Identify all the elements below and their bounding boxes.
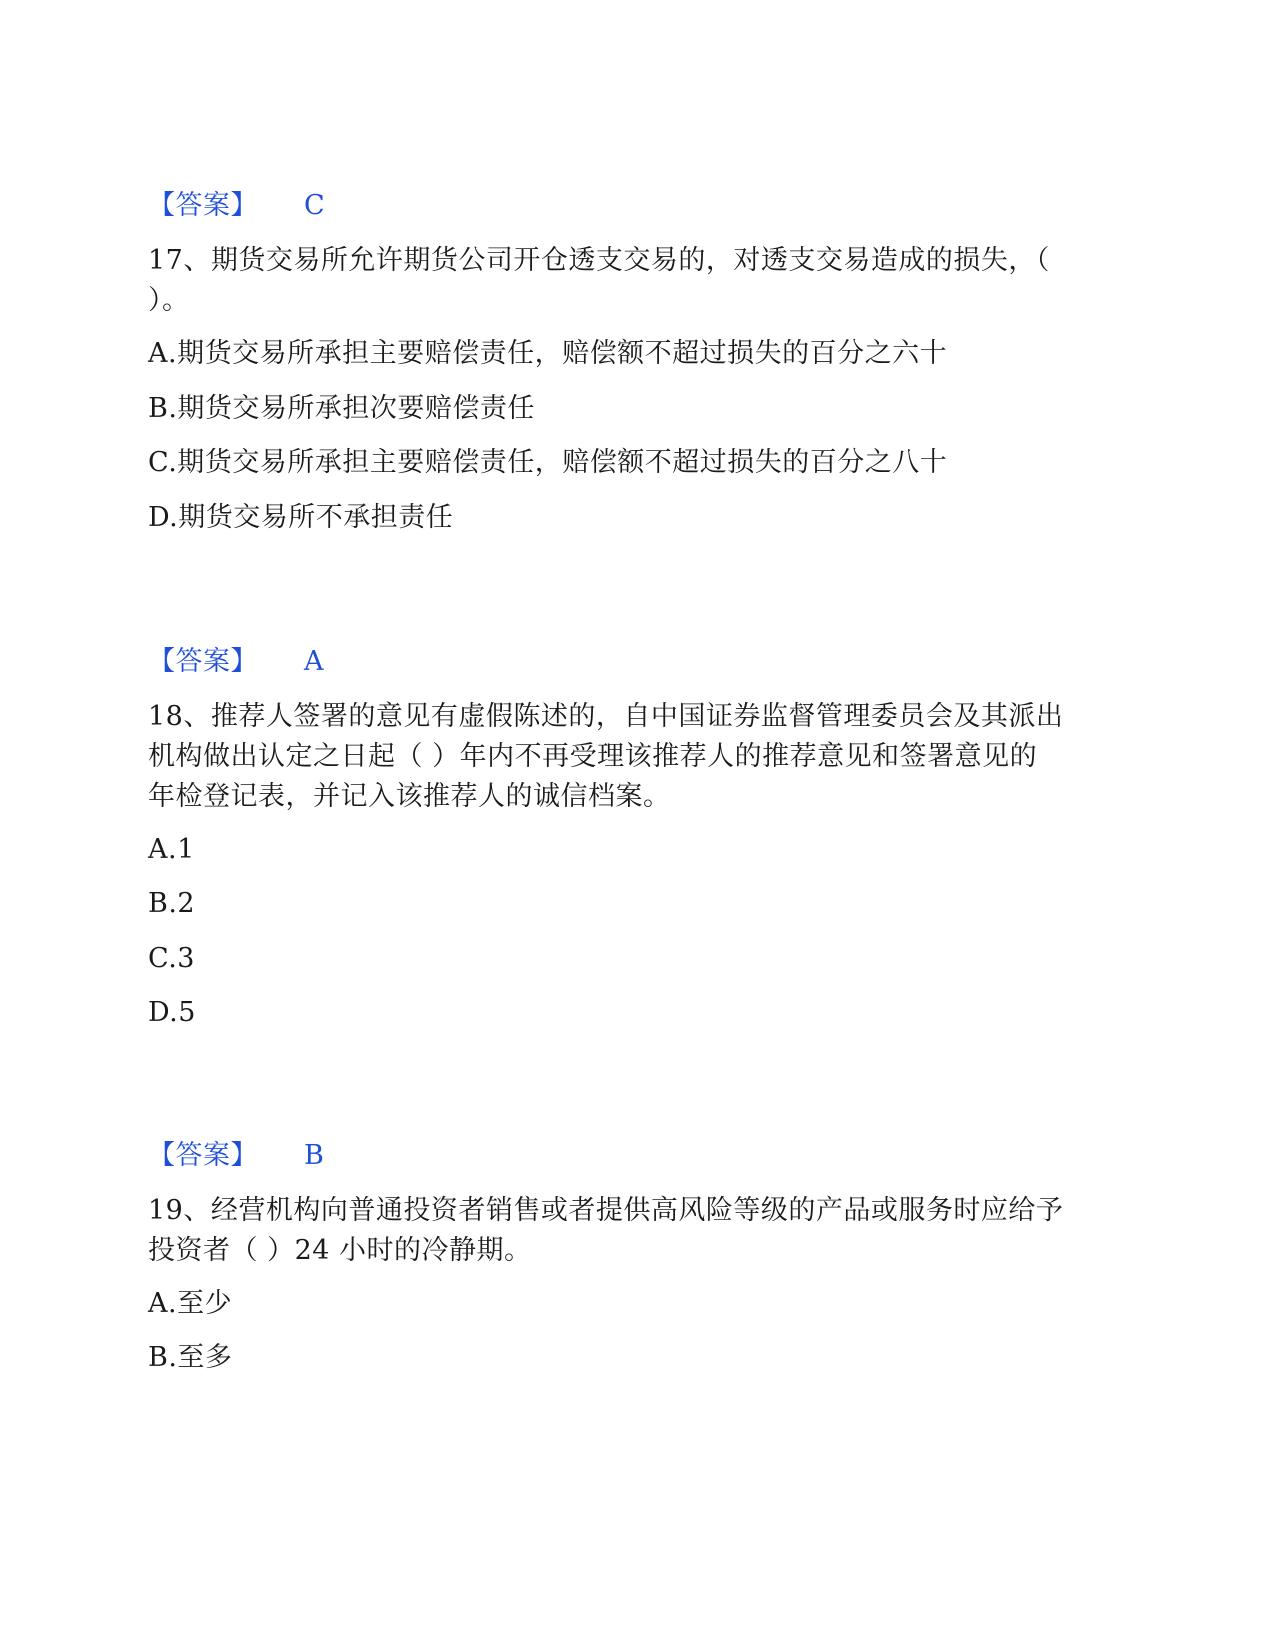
question-19-stem-cont: 投资者（ ）24 小时的冷静期。 xyxy=(148,1235,532,1266)
question-17-option-a: A.期货交易所承担主要赔偿责任，赔偿额不超过损失的百分之六十 xyxy=(148,338,948,369)
question-19-option-b: B.至多 xyxy=(148,1342,233,1373)
question-18-option-b: B.2 xyxy=(148,888,196,919)
question-17-stem-cont: ）。 xyxy=(148,285,190,316)
question-19-stem: 19、经营机构向普通投资者销售或者提供高风险等级的产品或服务时应给予 xyxy=(148,1195,1064,1226)
question-17-option-c: C.期货交易所承担主要赔偿责任，赔偿额不超过损失的百分之八十 xyxy=(148,447,948,478)
answer-label: 【答案】 xyxy=(148,190,258,221)
answer-line xyxy=(148,642,1128,682)
question-17-stem: 17、期货交易所允许期货公司开仓透支交易的，对透支交易造成的损失，（ xyxy=(148,245,1050,276)
answer-line xyxy=(148,186,1128,226)
question-17-option-b: B.期货交易所承担次要赔偿责任 xyxy=(148,393,535,424)
answer-value: C xyxy=(304,190,326,221)
answer-value: B xyxy=(304,1140,325,1171)
question-18-option-d: D.5 xyxy=(148,997,196,1028)
question-18-stem: 18、推荐人签署的意见有虚假陈述的，自中国证券监督管理委员会及其派出 xyxy=(148,701,1064,732)
question-18-option-a: A.1 xyxy=(148,834,195,865)
answer-label: 【答案】 xyxy=(148,1140,258,1171)
question-18-stem-cont: 机构做出认定之日起（ ）年内不再受理该推荐人的推荐意见和签署意见的 xyxy=(148,741,1038,772)
question-17-option-d: D.期货交易所不承担责任 xyxy=(148,502,454,533)
answer-label: 【答案】 xyxy=(148,646,258,677)
question-18-stem-cont: 年检登记表，并记入该推荐人的诚信档案。 xyxy=(148,781,671,812)
answer-value: A xyxy=(304,646,324,677)
answer-line xyxy=(148,1136,1128,1176)
question-19-option-a: A.至少 xyxy=(148,1288,233,1319)
question-18-option-c: C.3 xyxy=(148,943,195,974)
